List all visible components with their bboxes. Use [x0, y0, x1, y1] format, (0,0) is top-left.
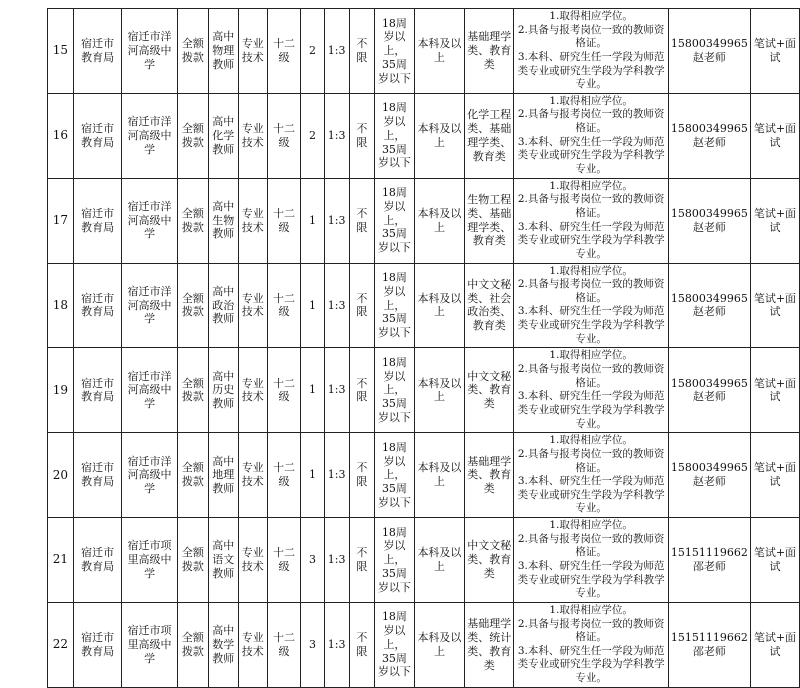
- contact-cell: [668, 433, 750, 518]
- row-number: 18: [48, 263, 74, 348]
- contact-cell-line: 赵老师: [692, 135, 726, 149]
- department-cell: 宿迁市教育局: [73, 9, 122, 94]
- position-category-cell: 专业技术: [238, 348, 267, 433]
- education-cell: 本科及以上: [414, 433, 465, 518]
- education-cell: 本科及以上: [414, 263, 465, 348]
- other-requirements-cell-line: 2.具备与报考岗位一致的教师资格证。: [517, 23, 665, 50]
- position-level-cell: 十二级: [267, 9, 300, 94]
- other-requirements-cell: [514, 348, 669, 433]
- other-requirements-cell: [514, 602, 669, 687]
- other-requirements-cell-line: 2.具备与报考岗位一致的教师资格证。: [517, 363, 665, 389]
- funding-type-cell: 全额拨款: [177, 263, 208, 348]
- employer-unit-cell: 宿迁市项里高级中学: [122, 518, 177, 603]
- table-body: [48, 9, 800, 688]
- other-requirements-cell-line: 2.具备与报考岗位一致的教师资格证。: [517, 278, 665, 304]
- gender-cell: 不限: [349, 348, 375, 433]
- other-requirements-cell-line: 2.具备与报考岗位一致的教师资格证。: [517, 532, 665, 559]
- contact-cell: [668, 518, 750, 603]
- education-cell: 本科及以上: [414, 9, 465, 94]
- other-requirements-cell-line: 1.取得相应学位。: [549, 603, 633, 616]
- contact-cell-line: 15151119662: [670, 546, 748, 560]
- education-cell: 本科及以上: [414, 518, 465, 603]
- contact-cell: [668, 9, 750, 94]
- other-requirements-cell-line: 1.取得相应学位。: [549, 94, 633, 107]
- education-cell: 本科及以上: [414, 602, 465, 687]
- position-name-cell: 高中生物教师: [209, 178, 238, 263]
- contact-cell-line: 15151119662: [670, 631, 748, 645]
- hire-count-cell: 3: [301, 602, 325, 687]
- department-cell: 宿迁市教育局: [73, 518, 122, 603]
- other-requirements-cell-line: 3.本科、研究生任一学段为师范类专业或研究生学段为学科教学专业。: [517, 50, 665, 91]
- employer-unit-cell: 宿迁市洋河高级中学: [122, 263, 177, 348]
- department-cell: 宿迁市教育局: [73, 348, 122, 433]
- exam-ratio-cell: 1:3: [324, 9, 349, 94]
- position-name-cell: 高中历史教师: [209, 348, 238, 433]
- department-cell: 宿迁市教育局: [73, 93, 122, 178]
- row-number: 20: [48, 433, 74, 518]
- contact-cell-line: 邵老师: [692, 644, 726, 658]
- position-name-cell: 高中语文教师: [209, 518, 238, 603]
- other-requirements-cell: [514, 263, 669, 348]
- exam-ratio-cell: 1:3: [324, 263, 349, 348]
- major-requirement-cell: 中文文秘类、教育类: [465, 348, 514, 433]
- contact-cell-line: 赵老师: [692, 475, 726, 489]
- gender-cell: 不限: [349, 518, 375, 603]
- funding-type-cell: 全额拨款: [177, 93, 208, 178]
- position-level-cell: 十二级: [267, 518, 300, 603]
- contact-cell: [668, 348, 750, 433]
- contact-cell-line: 15800349965: [670, 122, 748, 136]
- funding-type-cell: 全额拨款: [177, 602, 208, 687]
- other-requirements-cell-line: 3.本科、研究生任一学段为师范类专业或研究生学段为学科教学专业。: [517, 305, 665, 345]
- row-number: 15: [48, 9, 74, 94]
- exam-method-cell: 笔试+面试: [750, 348, 799, 433]
- row-number: 17: [48, 178, 74, 263]
- contact-cell-line: 15800349965: [670, 291, 748, 305]
- table-row: [48, 433, 800, 518]
- age-requirement-cell: 18周岁以上，35周岁以下: [375, 433, 414, 518]
- exam-ratio-cell: 1:3: [324, 433, 349, 518]
- contact-cell-line: 赵老师: [692, 220, 726, 234]
- other-requirements-cell: [514, 178, 669, 263]
- gender-cell: 不限: [349, 433, 375, 518]
- position-level-cell: 十二级: [267, 602, 300, 687]
- contact-cell: [668, 93, 750, 178]
- table-row: [48, 263, 800, 348]
- row-number: 22: [48, 602, 74, 687]
- major-requirement-cell: 中文文秘类、教育类: [465, 518, 514, 603]
- gender-cell: 不限: [349, 9, 375, 94]
- major-requirement-cell: 中文文秘类、社会政治类、教育类: [465, 263, 514, 348]
- position-category-cell: 专业技术: [238, 433, 267, 518]
- department-cell: 宿迁市教育局: [73, 602, 122, 687]
- position-level-cell: 十二级: [267, 263, 300, 348]
- exam-method-cell: 笔试+面试: [750, 518, 799, 603]
- hire-count-cell: 1: [301, 348, 325, 433]
- contact-cell: [668, 178, 750, 263]
- row-number: 16: [48, 93, 74, 178]
- position-category-cell: 专业技术: [238, 263, 267, 348]
- other-requirements-cell-line: 3.本科、研究生任一学段为师范类专业或研究生学段为学科教学专业。: [517, 135, 665, 176]
- funding-type-cell: 全额拨款: [177, 178, 208, 263]
- exam-method-cell: 笔试+面试: [750, 178, 799, 263]
- other-requirements-cell-line: 2.具备与报考岗位一致的教师资格证。: [517, 108, 665, 135]
- other-requirements-cell-line: 1.取得相应学位。: [549, 179, 633, 192]
- position-name-cell: 高中数学教师: [209, 602, 238, 687]
- age-requirement-cell: 18周岁以上，35周岁以下: [375, 178, 414, 263]
- other-requirements-cell-line: 1.取得相应学位。: [549, 10, 633, 22]
- other-requirements-cell-line: 3.本科、研究生任一学段为师范类专业或研究生学段为学科教学专业。: [517, 220, 665, 260]
- contact-cell-line: 15800349965: [670, 461, 748, 475]
- age-requirement-cell: 18周岁以上，35周岁以下: [375, 602, 414, 687]
- hire-count-cell: 2: [301, 93, 325, 178]
- exam-method-cell: 笔试+面试: [750, 433, 799, 518]
- exam-ratio-cell: 1:3: [324, 602, 349, 687]
- table-row: [48, 602, 800, 687]
- row-number: 19: [48, 348, 74, 433]
- employer-unit-cell: 宿迁市洋河高级中学: [122, 9, 177, 94]
- recruitment-table: [47, 8, 800, 688]
- table-row: [48, 348, 800, 433]
- position-category-cell: 专业技术: [238, 518, 267, 603]
- other-requirements-cell: [514, 93, 669, 178]
- major-requirement-cell: 生物工程类、基础理学类、教育类: [465, 178, 514, 263]
- education-cell: 本科及以上: [414, 348, 465, 433]
- age-requirement-cell: 18周岁以上，35周岁以下: [375, 518, 414, 603]
- hire-count-cell: 3: [301, 518, 325, 603]
- contact-cell-line: 赵老师: [692, 50, 726, 64]
- other-requirements-cell-line: 3.本科、研究生任一学段为师范类专业或研究生学段为学科教学专业。: [517, 475, 665, 515]
- position-name-cell: 高中政治教师: [209, 263, 238, 348]
- major-requirement-cell: 化学工程类、基础理学类、教育类: [465, 93, 514, 178]
- funding-type-cell: 全额拨款: [177, 348, 208, 433]
- contact-cell-line: 15800349965: [670, 376, 748, 390]
- other-requirements-cell-line: 2.具备与报考岗位一致的教师资格证。: [517, 617, 665, 644]
- other-requirements-cell-line: 1.取得相应学位。: [549, 349, 633, 362]
- exam-method-cell: 笔试+面试: [750, 93, 799, 178]
- age-requirement-cell: 18周岁以上，35周岁以下: [375, 263, 414, 348]
- education-cell: 本科及以上: [414, 178, 465, 263]
- department-cell: 宿迁市教育局: [73, 178, 122, 263]
- age-requirement-cell: 18周岁以上，35周岁以下: [375, 93, 414, 178]
- gender-cell: 不限: [349, 263, 375, 348]
- exam-method-cell: 笔试+面试: [750, 9, 799, 94]
- position-category-cell: 专业技术: [238, 178, 267, 263]
- employer-unit-cell: 宿迁市洋河高级中学: [122, 93, 177, 178]
- exam-method-cell: 笔试+面试: [750, 602, 799, 687]
- table-row: [48, 9, 800, 94]
- exam-ratio-cell: 1:3: [324, 178, 349, 263]
- row-number: 21: [48, 518, 74, 603]
- department-cell: 宿迁市教育局: [73, 433, 122, 518]
- hire-count-cell: 1: [301, 178, 325, 263]
- other-requirements-cell: [514, 9, 669, 94]
- position-level-cell: 十二级: [267, 93, 300, 178]
- funding-type-cell: 全额拨款: [177, 518, 208, 603]
- contact-cell-line: 赵老师: [692, 390, 726, 404]
- other-requirements-cell-line: 3.本科、研究生任一学段为师范类专业或研究生学段为学科教学专业。: [517, 644, 665, 685]
- other-requirements-cell-line: 1.取得相应学位。: [549, 264, 633, 277]
- table-row: [48, 518, 800, 603]
- exam-ratio-cell: 1:3: [324, 518, 349, 603]
- other-requirements-cell-line: 1.取得相应学位。: [549, 519, 633, 532]
- department-cell: 宿迁市教育局: [73, 263, 122, 348]
- other-requirements-cell-line: 3.本科、研究生任一学段为师范类专业或研究生学段为学科教学专业。: [517, 390, 665, 430]
- exam-ratio-cell: 1:3: [324, 93, 349, 178]
- position-level-cell: 十二级: [267, 433, 300, 518]
- other-requirements-cell-line: 1.取得相应学位。: [549, 434, 633, 447]
- position-category-cell: 专业技术: [238, 602, 267, 687]
- position-name-cell: 高中地理教师: [209, 433, 238, 518]
- position-level-cell: 十二级: [267, 178, 300, 263]
- contact-cell: [668, 263, 750, 348]
- table-row: [48, 93, 800, 178]
- major-requirement-cell: 基础理学类、教育类: [465, 9, 514, 94]
- other-requirements-cell: [514, 518, 669, 603]
- other-requirements-cell-line: 2.具备与报考岗位一致的教师资格证。: [517, 447, 665, 474]
- contact-cell-line: 15800349965: [670, 37, 748, 51]
- other-requirements-cell-line: 3.本科、研究生任一学段为师范类专业或研究生学段为学科教学专业。: [517, 559, 665, 600]
- contact-cell-line: 邵老师: [692, 559, 726, 573]
- funding-type-cell: 全额拨款: [177, 433, 208, 518]
- contact-cell: [668, 602, 750, 687]
- major-requirement-cell: 基础理学类、统计类、教育类: [465, 602, 514, 687]
- education-cell: 本科及以上: [414, 93, 465, 178]
- gender-cell: 不限: [349, 93, 375, 178]
- major-requirement-cell: 基础理学类、教育类: [465, 433, 514, 518]
- hire-count-cell: 1: [301, 263, 325, 348]
- employer-unit-cell: 宿迁市洋河高级中学: [122, 178, 177, 263]
- position-name-cell: 高中物理教师: [209, 9, 238, 94]
- exam-method-cell: 笔试+面试: [750, 263, 799, 348]
- contact-cell-line: 赵老师: [692, 305, 726, 319]
- position-name-cell: 高中化学教师: [209, 93, 238, 178]
- funding-type-cell: 全额拨款: [177, 9, 208, 94]
- table-row: [48, 178, 800, 263]
- position-level-cell: 十二级: [267, 348, 300, 433]
- other-requirements-cell: [514, 433, 669, 518]
- employer-unit-cell: 宿迁市洋河高级中学: [122, 433, 177, 518]
- hire-count-cell: 1: [301, 433, 325, 518]
- exam-ratio-cell: 1:3: [324, 348, 349, 433]
- gender-cell: 不限: [349, 602, 375, 687]
- contact-cell-line: 15800349965: [670, 206, 748, 220]
- hire-count-cell: 2: [301, 9, 325, 94]
- employer-unit-cell: 宿迁市项里高级中学: [122, 602, 177, 687]
- other-requirements-cell-line: 2.具备与报考岗位一致的教师资格证。: [517, 193, 665, 219]
- position-category-cell: 专业技术: [238, 9, 267, 94]
- age-requirement-cell: 18周岁以上，35周岁以下: [375, 348, 414, 433]
- age-requirement-cell: 18周岁以上，35周岁以下: [375, 9, 414, 94]
- employer-unit-cell: 宿迁市洋河高级中学: [122, 348, 177, 433]
- position-category-cell: 专业技术: [238, 93, 267, 178]
- gender-cell: 不限: [349, 178, 375, 263]
